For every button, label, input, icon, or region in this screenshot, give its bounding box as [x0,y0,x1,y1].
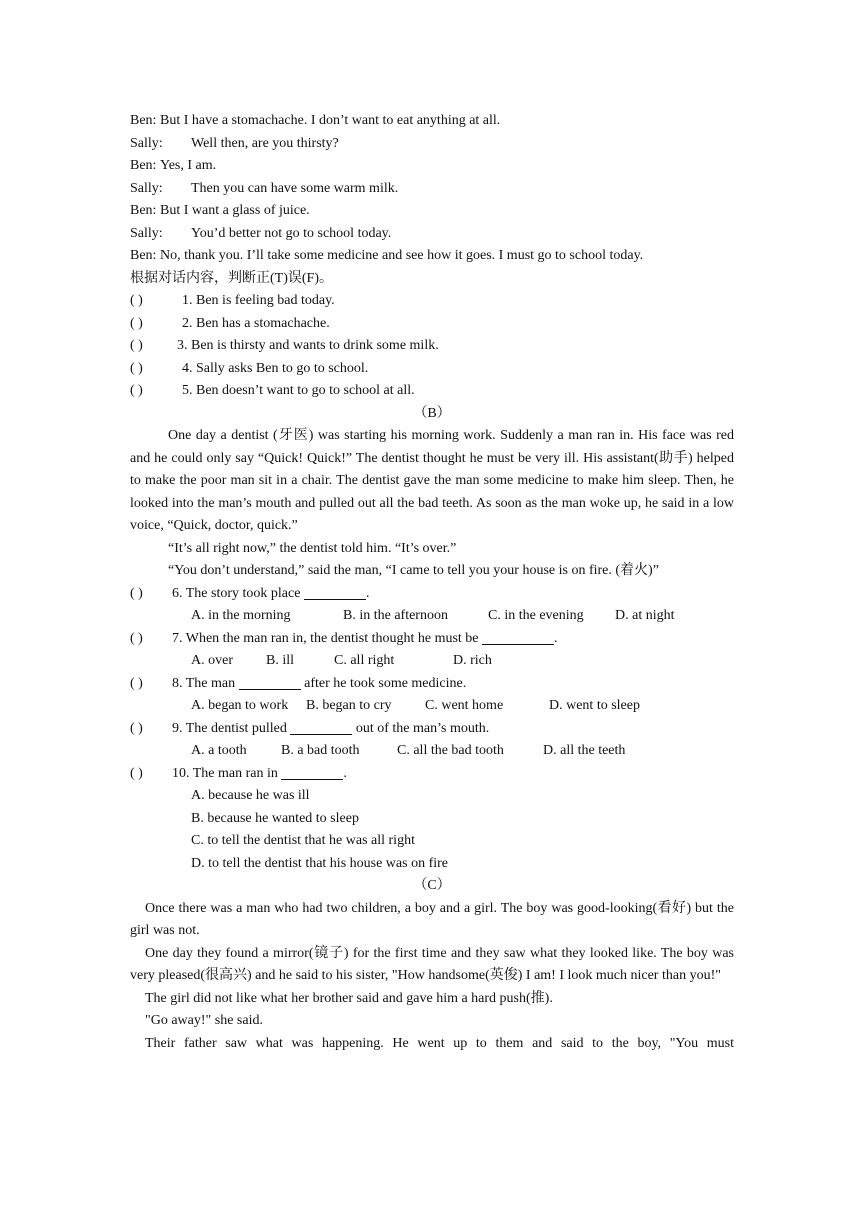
dialogue-text: But I want a glass of juice. [160,203,310,218]
fill-blank[interactable] [290,720,352,735]
passage-paragraph: Once there was a man who had two children, a boy and a girl. The boy was good-looking(看好) but the girl was not. [130,900,734,938]
tf-instruction: 根据对话内容，判断正(T)误(F)。 [130,270,333,286]
section-c-passage [130,898,734,1056]
options [130,650,734,673]
fill-blank[interactable] [304,585,366,600]
option[interactable]: B. began to cry [306,698,392,713]
option[interactable]: C. all right [334,653,395,668]
dialogue-text: Then you can have some warm milk. [191,180,399,196]
question-stem: 8. The man [172,675,236,691]
tf-question [130,335,734,358]
tf-question [130,290,734,313]
option[interactable]: D. at night [615,608,675,623]
answer-blank[interactable]: ( ) [130,720,143,736]
question [130,628,734,651]
answer-blank[interactable]: ( ) [130,360,143,376]
option[interactable]: A. in the morning [191,608,291,623]
speaker: Sally: [130,180,163,196]
fill-blank[interactable] [239,675,301,690]
option[interactable]: B. ill [266,653,295,668]
option[interactable]: B. because he wanted to sleep [191,810,359,826]
question [130,583,734,606]
question-text: 4. Sally asks Ben to go to school. [182,360,369,376]
option[interactable]: A. over [191,653,233,668]
worksheet-page [130,110,734,1055]
fill-blank[interactable] [281,765,343,780]
option[interactable]: C. in the evening [488,608,584,623]
option[interactable]: D. rich [453,653,492,668]
dialogue-text: But I have a stomachache. I don’t want to eat anything at all. [160,113,501,128]
speaker: Ben: [130,203,157,218]
speaker: Ben: [130,113,157,128]
question-text: 1. Ben is feeling bad today. [182,293,335,308]
tf-question [130,380,734,403]
question-text: 2. Ben has a stomachache. [182,315,330,331]
option[interactable]: D. all the teeth [543,743,626,758]
option[interactable]: D. went to sleep [549,698,640,713]
answer-blank[interactable]: ( ) [130,315,143,331]
passage-paragraph: “It’s all right now,” the dentist told him. “It’s over.” [168,540,457,556]
dialogue-text: Well then, are you thirsty? [191,135,339,151]
question-stem: 6. The story took place [172,585,301,601]
question-stem-end: . [365,585,370,601]
question-text: 3. Ben is thirsty and wants to drink some milk. [177,338,439,353]
dialogue-line [130,133,734,156]
speaker: Sally: [130,135,163,151]
answer-blank[interactable]: ( ) [130,765,143,781]
answer-blank[interactable]: ( ) [130,338,143,353]
option[interactable]: A. a tooth [191,743,247,758]
dialogue-line [130,178,734,201]
question [130,718,734,741]
section-b-heading: （B） [413,405,451,421]
question-stem-end: . [554,630,558,646]
question-stem: 7. When the man ran in, the dentist thought he must be [172,630,479,646]
options [130,695,734,718]
dialogue-line [130,223,734,246]
passage-paragraph: One day they found a mirror(镜子) for the first time and they saw what they looked like. The boy was very pleased(很高兴) and he said to his sister, "How handsome(英俊) I am! I look much nicer than you!" [130,945,734,983]
answer-blank[interactable]: ( ) [130,383,143,398]
tf-question [130,358,734,381]
option[interactable]: C. to tell the dentist that he was all right [191,833,415,848]
question-stem: 9. The dentist pulled [172,720,287,736]
question-stem-end: . [343,765,347,781]
question [130,763,734,786]
tf-question [130,313,734,336]
answer-blank[interactable]: ( ) [130,675,143,691]
section-b-questions [130,583,734,876]
section-b-passage [130,425,734,583]
dialogue-line [130,200,734,223]
option[interactable]: A. because he was ill [191,788,310,803]
option[interactable]: B. in the afternoon [343,608,448,623]
answer-blank[interactable]: ( ) [130,630,143,646]
speaker: Sally: [130,225,163,241]
speaker: Ben: [130,158,157,173]
dialogue-line [130,110,734,133]
options [130,740,734,763]
dialogue-text: Yes, I am. [160,158,217,173]
dialogue-line [130,155,734,178]
tf-questions [130,290,734,403]
passage-paragraph: The girl did not like what her brother said and gave him a hard push(推). [145,990,553,1006]
question-stem-end: after he took some medicine. [304,675,467,691]
dialogue [130,110,734,268]
option[interactable]: D. to tell the dentist that his house was on fire [191,855,449,871]
passage-paragraph: One day a dentist (牙医) was starting his morning work. Suddenly a man ran in. His face was red and he could only say “Quick! Quick!” The dentist thought he must be very ill. His assistant(助手) helped to make the poor man sit in a chair. The dentist gave the man some medicine to make him sleep. Then, he looked into the man’s mouth and pulled out all the bad teeth. As soon as the man woke up, he said in a low voice, “Quick, doctor, quick.” [130,428,734,533]
options [130,605,734,628]
question [130,673,734,696]
question-stem-end: out of the man’s mouth. [355,720,490,736]
dialogue-text: No, thank you. I’ll take some medicine and see how it goes. I must go to school today. [160,248,644,263]
question-stem: 10. The man ran in [172,765,278,781]
option[interactable]: C. all the bad tooth [397,743,504,758]
answer-blank[interactable]: ( ) [130,293,143,308]
passage-paragraph: “You don’t understand,” said the man, “I came to tell you your house is on fire. (着火)” [168,563,659,578]
option[interactable]: A. began to work [191,698,289,713]
question-text: 5. Ben doesn’t want to go to school at all. [182,383,415,398]
section-c-heading: （C） [413,878,451,893]
passage-paragraph: Their father saw what was happening. He went up to them and said to the boy, "You must [145,1035,734,1051]
dialogue-line [130,245,734,268]
dialogue-text: You’d better not go to school today. [191,225,392,241]
fill-blank[interactable] [482,630,554,645]
option[interactable]: C. went home [425,698,504,713]
speaker: Ben: [130,248,157,263]
option[interactable]: B. a bad tooth [281,743,360,758]
answer-blank[interactable]: ( ) [130,585,143,601]
passage-paragraph: "Go away!" she said. [145,1013,263,1028]
